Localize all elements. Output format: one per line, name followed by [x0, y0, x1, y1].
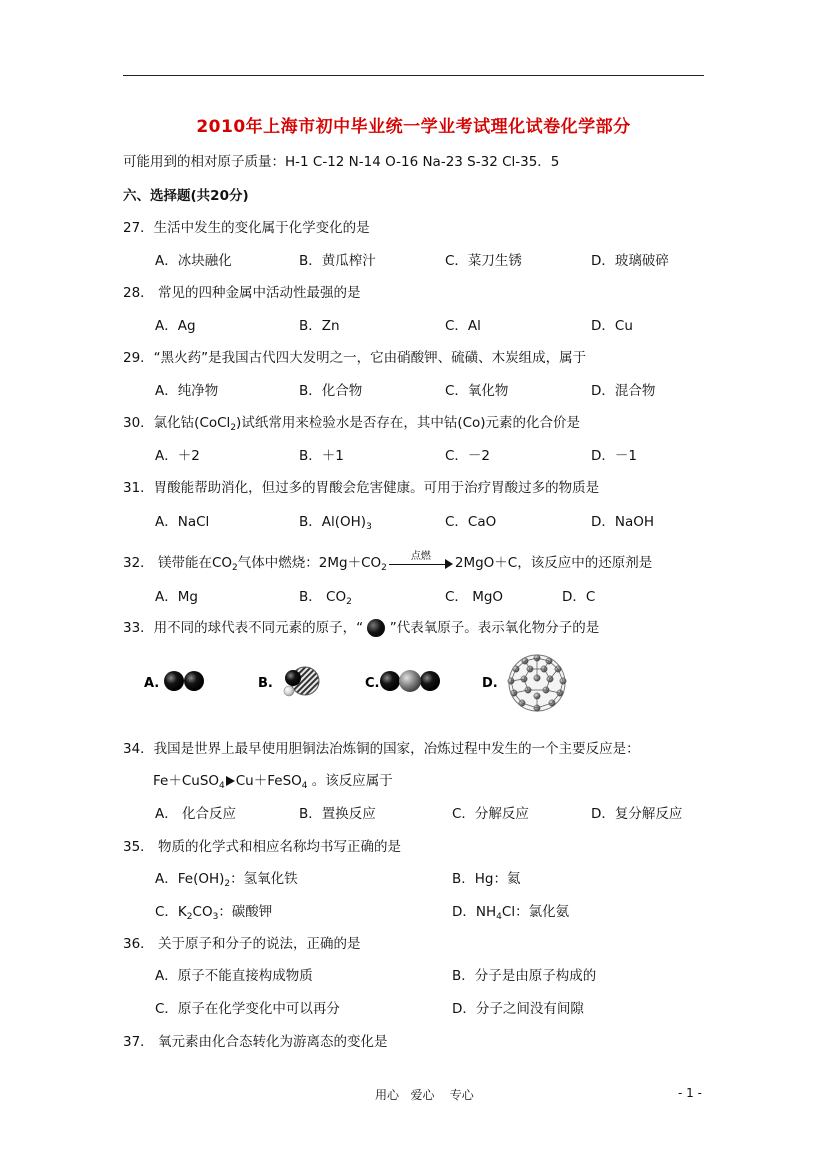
- q35-option-b[interactable]: B．Hg：氦: [452, 871, 521, 887]
- q30-option-a[interactable]: A．＋2: [155, 448, 200, 464]
- q29-option-a[interactable]: A．纯净物: [155, 383, 219, 399]
- q28-option-a[interactable]: A．Ag: [155, 318, 196, 334]
- q34-option-b[interactable]: B．置换反应: [299, 806, 376, 822]
- page-title: 2010年上海市初中毕业统一学业考试理化试卷化学部分: [196, 117, 631, 137]
- q30-option-d[interactable]: D．－1: [591, 448, 637, 464]
- q30-option-b[interactable]: B．＋1: [299, 448, 344, 464]
- option-a-molecule[interactable]: [144, 671, 204, 691]
- q31-option-a[interactable]: A．NaCl: [155, 514, 210, 530]
- q35-stem: 35． 物质的化学式和相应名称均书写正确的是: [123, 839, 401, 855]
- q32-option-d[interactable]: D．C: [562, 589, 596, 605]
- q27-option-b[interactable]: B．黄瓜榨汁: [299, 253, 376, 269]
- q28-option-d[interactable]: D．Cu: [591, 318, 633, 334]
- q34-option-a[interactable]: A． 化合反应: [155, 806, 237, 822]
- q35-option-a[interactable]: A．$Fe(OH)_2$：氢氧化铁: [155, 871, 298, 889]
- reaction-arrow: [387, 551, 455, 570]
- q36-stem: 36． 关于原子和分子的说法，正确的是: [123, 936, 361, 952]
- section-heading: 六、选择题(共20分): [123, 188, 249, 204]
- q35-option-c[interactable]: C．$K_2CO_3$：碳酸钾: [155, 904, 273, 922]
- page-number: - 1 -: [678, 1086, 702, 1100]
- molecule-figure: [140, 650, 580, 720]
- fig-label-d: D.: [482, 676, 498, 691]
- fig-label-a: A.: [144, 676, 160, 691]
- q34-stem: 34．我国是世界上最早使用胆铜法冶炼铜的国家，冶炼过程中发生的一个主要反应是：: [123, 741, 640, 757]
- q29-option-c[interactable]: C．氧化物: [445, 383, 509, 399]
- oxygen-atom-icon: [367, 619, 385, 637]
- q32-option-a[interactable]: A．Mg: [155, 589, 198, 605]
- q29-stem: 29．“黑火药”是我国古代四大发明之一，它由硝酸钾、硫磺、木炭组成，属于: [123, 350, 587, 366]
- q31-option-c[interactable]: C．CaO: [445, 514, 497, 530]
- q27-option-d[interactable]: D．玻璃破碎: [591, 253, 669, 269]
- q32-option-c[interactable]: C． MgO: [445, 589, 504, 605]
- q30-option-c[interactable]: C．－2: [445, 448, 491, 464]
- option-c-molecule[interactable]: [365, 670, 440, 692]
- q32-stem: 32． 镁带能在$CO_2$气体中燃烧：$2Mg+CO_2$ 点燃 2MgO＋C，该反应中的还原剂是: [123, 551, 652, 573]
- q30-stem: 30．氯化钴(CoCl$_2$)试纸常用来检验水是否存在，其中钴(Co)元素的化合价是: [123, 415, 581, 433]
- q31-stem: 31．胃酸能帮助消化，但过多的胃酸会危害健康。可用于治疗胃酸过多的物质是: [123, 480, 600, 496]
- header-rule: [123, 75, 704, 76]
- q27-option-c[interactable]: C．菜刀生锈: [445, 253, 522, 269]
- q36-option-b[interactable]: B．分子是由原子构成的: [452, 968, 597, 984]
- q27-option-a[interactable]: A．冰块融化: [155, 253, 232, 269]
- q31-option-d[interactable]: D．NaOH: [591, 514, 655, 530]
- q28-option-b[interactable]: B．Zn: [299, 318, 340, 334]
- option-b-molecule[interactable]: [258, 667, 319, 696]
- q35-option-d[interactable]: D．$NH_4Cl$：氯化氨: [452, 904, 570, 922]
- q28-option-c[interactable]: C．Al: [445, 318, 481, 334]
- q34-option-d[interactable]: D．复分解反应: [591, 806, 683, 822]
- fig-label-b: B.: [258, 676, 273, 691]
- q29-option-b[interactable]: B．化合物: [299, 383, 363, 399]
- option-d-molecule[interactable]: [482, 655, 566, 711]
- reaction-arrow-icon: [226, 776, 235, 786]
- q36-option-c[interactable]: C．原子在化学变化中可以再分: [155, 1001, 340, 1017]
- q29-option-d[interactable]: D．混合物: [591, 383, 656, 399]
- footer-motto: 用心 爱心 专心: [375, 1088, 474, 1102]
- q36-option-d[interactable]: D．分子之间没有间隙: [452, 1001, 584, 1017]
- q28-stem: 28． 常见的四种金属中活动性最强的是: [123, 285, 361, 301]
- q36-option-a[interactable]: A．原子不能直接构成物质: [155, 968, 313, 984]
- q34-equation: Fe＋CuSO$_4$ Cu＋FeSO$_4$ 。该反应属于: [153, 773, 393, 791]
- fig-label-c: C.: [365, 676, 380, 691]
- q31-option-b[interactable]: B．$Al(OH)_3$: [299, 514, 372, 532]
- q37-stem: 37． 氧元素由化合态转化为游离态的变化是: [123, 1034, 388, 1050]
- atomic-masses: 可能用到的相对原子质量：H-1 C-12 N-14 O-16 Na-23 S-32 Cl-35．5: [123, 154, 560, 170]
- q34-option-c[interactable]: C．分解反应: [452, 806, 529, 822]
- q32-option-b[interactable]: B． $CO_2$: [299, 589, 352, 607]
- reaction-condition: 点燃: [410, 551, 431, 562]
- q27-stem: 27．生活中发生的变化属于化学变化的是: [123, 220, 370, 236]
- q33-stem: 33．用不同的球代表不同元素的原子，“ ”代表氧原子。表示氧化物分子的是: [123, 620, 600, 636]
